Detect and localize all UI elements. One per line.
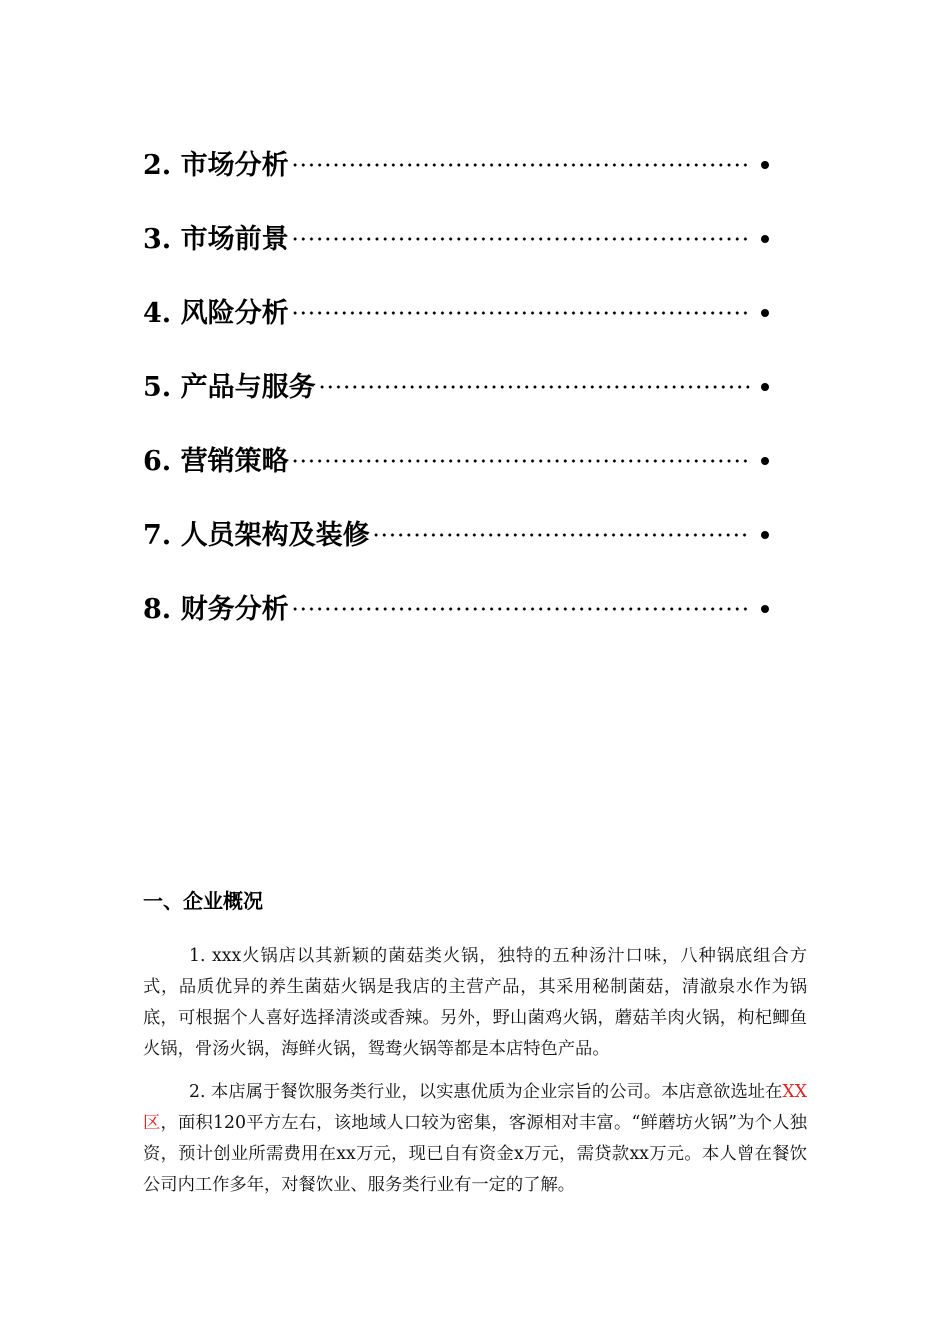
highlighted-location: XX区 — [143, 1082, 807, 1134]
toc-leader-dots — [291, 439, 751, 483]
toc-leader-dots — [291, 217, 751, 261]
toc-entry-label: 7. 人员架构及装修 — [143, 519, 370, 551]
body-paragraph-2 — [143, 1077, 807, 1201]
toc-entry-label: 5. 产品与服务 — [143, 371, 316, 403]
toc-entry-risk-analysis[interactable] — [143, 276, 783, 350]
section-heading: 一、企业概况 — [143, 889, 263, 913]
toc-entry-market-outlook[interactable] — [143, 202, 783, 276]
toc-entry-label: 8. 财务分析 — [143, 593, 289, 625]
toc-page-marker — [761, 161, 769, 169]
toc-entry-label: 6. 营销策略 — [143, 445, 289, 477]
toc-leader-dots — [318, 365, 751, 409]
paragraph-text: 2. 本店属于餐饮服务类行业，以实惠优质为企业宗旨的公司。本店意欲选址在 — [189, 1082, 783, 1103]
toc-entry-label: 2. 市场分析 — [143, 149, 289, 181]
toc-page-marker — [761, 383, 769, 391]
toc-page-marker — [761, 235, 769, 243]
toc-entry-products-services[interactable] — [143, 350, 783, 424]
toc-page-marker — [761, 309, 769, 317]
toc-entry-label: 3. 市场前景 — [143, 223, 289, 255]
paragraph-text: ，面积120平方左右，该地域人口较为密集，客源相对丰富。“鲜蘑坊火锅”为个人独资，预计创业所需费用在xx万元，现已自有资金x万元，需贷款xx万元。本人曾在餐饮公司内工作多年，对餐饮业、服务类行业有一定的了解。 — [143, 1113, 807, 1196]
toc-leader-dots — [291, 143, 751, 187]
toc-page-marker — [761, 531, 769, 539]
toc-leader-dots — [291, 291, 751, 335]
toc-entry-marketing-strategy[interactable] — [143, 424, 783, 498]
toc-entry-financial-analysis[interactable] — [143, 572, 783, 646]
toc-entry-label: 4. 风险分析 — [143, 297, 289, 329]
toc-entry-market-analysis[interactable] — [143, 128, 783, 202]
toc-entry-staff-decoration[interactable] — [143, 498, 783, 572]
table-of-contents — [143, 128, 783, 646]
toc-page-marker — [761, 457, 769, 465]
toc-leader-dots — [372, 513, 751, 557]
toc-leader-dots — [291, 587, 751, 631]
toc-page-marker — [761, 605, 769, 613]
body-paragraph-1: 1. xxx火锅店以其新颖的菌菇类火锅，独特的五种汤汁口味，八种锅底组合方式，品质优异的养生菌菇火锅是我店的主营产品，其采用秘制菌菇，清澈泉水作为锅底，可根据个人喜好选择清淡或香辣。另外，野山菌鸡火锅，蘑菇羊肉火锅，枸杞鲫鱼火锅，骨汤火锅，海鲜火锅，鸳鸯火锅等都是本店特色产品。 — [143, 946, 807, 1060]
